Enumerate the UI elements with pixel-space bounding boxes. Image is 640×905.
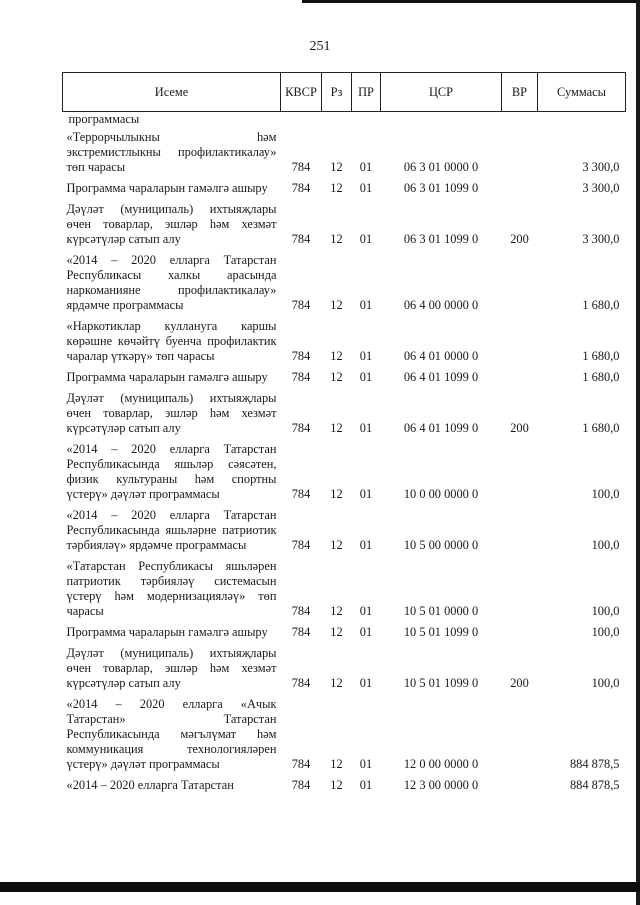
row-csr: 06 4 01 1099 0 [403, 370, 479, 384]
row-sum: 1 680,0 [582, 298, 620, 312]
row-kvsr: 784 [291, 160, 311, 174]
row-rz: 12 [330, 778, 343, 792]
row-sum: 100,0 [591, 538, 620, 552]
row-name: Программа чараларын гамәлгә ашыру [66, 181, 268, 195]
header-pr: ПР [352, 73, 381, 112]
row-csr: 06 4 01 1099 0 [403, 421, 479, 435]
row-pr: 01 [359, 487, 373, 501]
row-pr: 01 [359, 349, 373, 363]
row-kvsr: 784 [291, 298, 311, 312]
header-vr: ВР [502, 73, 538, 112]
row-name: «2014 – 2020 елларга «Ачык Татарстан» Татарстан Республикасында мәгълүмат һәм коммуникация технологияләрен үстерү» дәүләт программасы [66, 697, 277, 771]
table-row [63, 388, 626, 439]
scan-edge-top [302, 0, 640, 3]
row-rz: 12 [330, 232, 343, 246]
header-rz: Рз [322, 73, 352, 112]
row-vr [502, 694, 538, 775]
row-sum: 884 878,5 [569, 778, 620, 792]
scan-edge-right [636, 0, 640, 905]
row-csr: 10 5 00 0000 0 [403, 538, 479, 552]
page-number: 251 [309, 39, 331, 54]
row-kvsr: 784 [291, 487, 311, 501]
row-sum: 1 680,0 [582, 349, 620, 363]
row-vr [502, 775, 538, 796]
row-pr: 01 [359, 298, 373, 312]
row-pr: 01 [359, 232, 373, 246]
row-rz: 12 [330, 298, 343, 312]
row-name: «Татарстан Республикасы яшьләрен патриотик тәрбияләү системасын үстерү һәм модернизацияләү» төп чарасы [66, 559, 277, 618]
row-csr: 06 3 01 1099 0 [403, 181, 479, 195]
row-vr [502, 556, 538, 622]
header-sum: Суммасы [538, 73, 626, 112]
row-vr [502, 622, 538, 643]
row-rz: 12 [330, 349, 343, 363]
row-sum: 100,0 [591, 625, 620, 639]
row-sum: 3 300,0 [582, 181, 620, 195]
row-csr [381, 112, 502, 128]
budget-table [62, 72, 626, 796]
row-sum: 100,0 [591, 604, 620, 618]
table-row [63, 622, 626, 643]
row-pr: 01 [359, 757, 373, 771]
row-csr: 10 5 01 1099 0 [403, 676, 479, 690]
row-name: Программа чараларын гамәлгә ашыру [66, 625, 268, 639]
row-kvsr: 784 [291, 604, 311, 618]
table-row [63, 556, 626, 622]
row-rz: 12 [330, 604, 343, 618]
row-name: «Террорчылыкны һәм экстремистлыкны профилактикалау» төп чарасы [66, 130, 277, 174]
row-rz: 12 [330, 676, 343, 690]
row-rz: 12 [330, 757, 343, 771]
row-kvsr: 784 [291, 349, 311, 363]
row-kvsr: 784 [291, 232, 311, 246]
table-header-row [63, 73, 626, 112]
row-vr [502, 178, 538, 199]
row-rz: 12 [330, 421, 343, 435]
row-sum: 884 878,5 [569, 757, 620, 771]
header-csr: ЦСР [381, 73, 502, 112]
header-name: Исеме [63, 73, 281, 112]
row-csr: 10 5 01 1099 0 [403, 625, 479, 639]
row-rz: 12 [330, 160, 343, 174]
row-csr: 12 0 00 0000 0 [403, 757, 479, 771]
table-row [63, 178, 626, 199]
table-row [63, 643, 626, 694]
table-row [63, 250, 626, 316]
table-row [63, 775, 626, 796]
row-vr: 200 [510, 421, 529, 435]
table-row [63, 439, 626, 505]
row-vr [502, 367, 538, 388]
row-vr: 200 [510, 676, 529, 690]
table-row [63, 112, 626, 128]
scan-edge-bottom [0, 882, 640, 892]
row-sum: 100,0 [591, 487, 620, 501]
row-csr: 06 3 01 1099 0 [403, 232, 479, 246]
header-kvsr: КВСР [281, 73, 322, 112]
row-pr: 01 [359, 421, 373, 435]
row-sum: 1 680,0 [582, 421, 620, 435]
row-name: «2014 – 2020 елларга Татарстан [66, 778, 234, 792]
row-name: Дәүләт (муниципаль) ихтыяҗлары өчен товарлар, эшләр һәм хезмәт күрсәтүләр сатып алу [66, 202, 277, 246]
row-name: Дәүләт (муниципаль) ихтыяҗлары өчен товарлар, эшләр һәм хезмәт күрсәтүләр сатып алу [66, 646, 277, 690]
row-rz: 12 [330, 487, 343, 501]
row-kvsr: 784 [291, 181, 311, 195]
row-vr [502, 316, 538, 367]
row-kvsr: 784 [291, 676, 311, 690]
row-vr [502, 439, 538, 505]
row-csr: 10 0 00 0000 0 [403, 487, 479, 501]
row-name: «2014 – 2020 елларга Татарстан Республикасы халкы арасында наркоманияне профилактикалау» ярдәмче программасы [66, 253, 277, 312]
row-csr: 06 4 00 0000 0 [403, 298, 479, 312]
table-row [63, 316, 626, 367]
row-pr: 01 [359, 181, 373, 195]
row-pr: 01 [359, 676, 373, 690]
row-vr [502, 505, 538, 556]
row-pr: 01 [359, 604, 373, 618]
row-pr: 01 [359, 538, 373, 552]
row-name: программасы [68, 112, 140, 126]
row-kvsr: 784 [291, 778, 311, 792]
row-pr [352, 112, 381, 128]
row-name: Программа чараларын гамәлгә ашыру [66, 370, 268, 384]
row-pr: 01 [359, 370, 373, 384]
row-rz: 12 [330, 181, 343, 195]
row-csr: 06 3 01 0000 0 [403, 160, 479, 174]
row-kvsr: 784 [291, 538, 311, 552]
table-row [63, 127, 626, 178]
row-vr [502, 127, 538, 178]
row-kvsr [281, 112, 322, 128]
row-rz: 12 [330, 625, 343, 639]
row-kvsr: 784 [291, 370, 311, 384]
row-sum: 1 680,0 [582, 370, 620, 384]
row-vr [502, 112, 538, 128]
row-sum: 3 300,0 [582, 160, 620, 174]
table-row [63, 694, 626, 775]
row-pr: 01 [359, 160, 373, 174]
row-csr: 06 4 01 0000 0 [403, 349, 479, 363]
row-sum: 100,0 [591, 676, 620, 690]
row-rz: 12 [330, 538, 343, 552]
row-name: «Наркотиклар куллануга каршы көрәшне көчәйтү буенча профилактик чаралар үткәрү» төп чарасы [66, 319, 277, 363]
row-name: «2014 – 2020 елларга Татарстан Республикасында яшьләр сәясәтен, физик культураны һәм спортны үстерү» дәүләт программасы [66, 442, 277, 501]
row-name: Дәүләт (муниципаль) ихтыяҗлары өчен товарлар, эшләр һәм хезмәт күрсәтүләр сатып алу [66, 391, 277, 435]
row-csr: 10 5 01 0000 0 [403, 604, 479, 618]
row-kvsr: 784 [291, 421, 311, 435]
row-pr: 01 [359, 778, 373, 792]
row-rz: 12 [330, 370, 343, 384]
table-row [63, 199, 626, 250]
row-kvsr: 784 [291, 757, 311, 771]
row-kvsr: 784 [291, 625, 311, 639]
row-sum: 3 300,0 [582, 232, 620, 246]
row-vr [502, 250, 538, 316]
table-row [63, 505, 626, 556]
row-sum [538, 112, 626, 128]
row-rz [322, 112, 352, 128]
row-csr: 12 3 00 0000 0 [403, 778, 479, 792]
row-pr: 01 [359, 625, 373, 639]
row-vr: 200 [510, 232, 529, 246]
table-row [63, 367, 626, 388]
row-name: «2014 – 2020 елларга Татарстан Республикасында яшьләрне патриотик тәрбияләү» ярдәмче программасы [66, 508, 277, 552]
